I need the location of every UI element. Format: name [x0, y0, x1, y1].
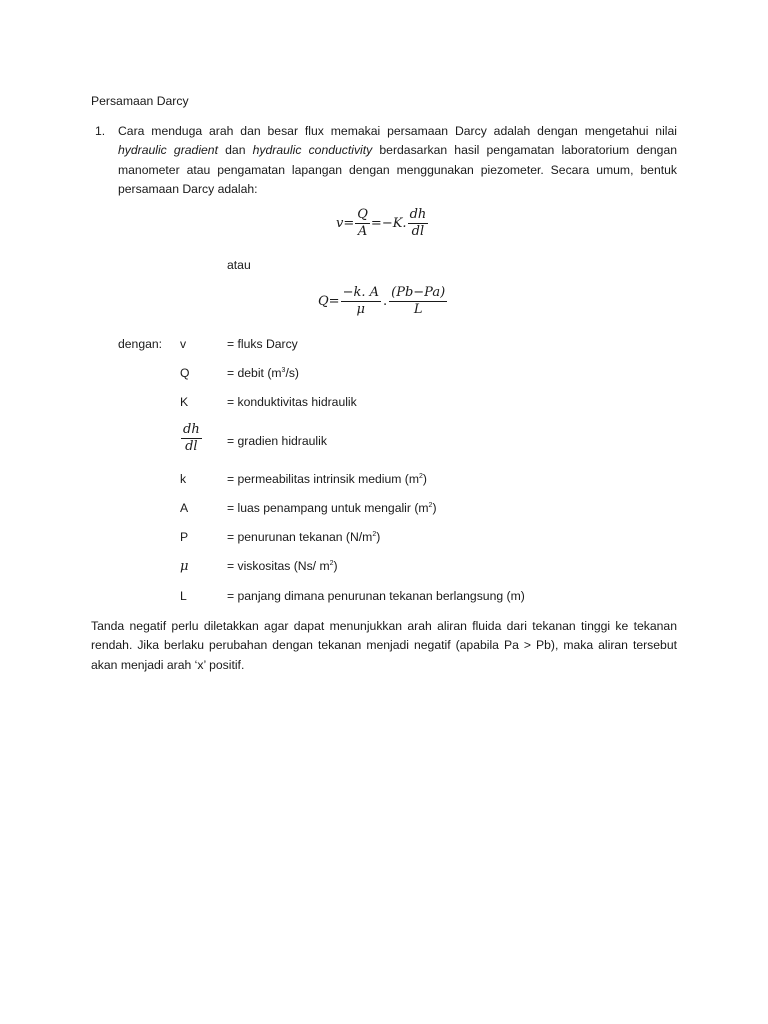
- desc-a: [227, 501, 437, 515]
- desc-q-unit-end: /s): [285, 366, 299, 380]
- term-hydraulic-gradient: hydraulic gradient: [118, 143, 218, 158]
- desc-k-small-superscript: 2: [419, 473, 423, 480]
- symbol-dhdl-numerator: dh: [183, 422, 200, 437]
- eq1-fraction-dh-dl: [408, 208, 429, 239]
- intro-text-1: Cara menduga arah dan besar flux memakai persamaan Darcy adalah dengan mengetahui nilai: [118, 124, 677, 138]
- intro-paragraph: [118, 122, 677, 199]
- intro-text-2: dan: [217, 143, 253, 158]
- eq1-frac2-numerator: dh: [409, 207, 427, 222]
- eq2-fraction-pressure-length: [389, 286, 447, 317]
- definition-row-q: [0, 366, 768, 386]
- desc-p-unit-end: ): [376, 530, 381, 544]
- atau-label: atau: [227, 258, 251, 272]
- desc-mu-unit-end: ): [333, 559, 338, 573]
- desc-mu-superscript: 2: [329, 560, 334, 567]
- symbol-p: P: [180, 530, 189, 544]
- list-item-number: 1.: [95, 124, 106, 138]
- eq2-fraction-k-a-mu: [341, 286, 381, 317]
- symbol-v: v: [180, 337, 187, 351]
- desc-a-text: = luas penampang untuk mengalir (m: [227, 501, 429, 515]
- desc-p-superscript: 2: [372, 531, 377, 538]
- eq2-frac1-numerator: −k. A: [342, 285, 379, 300]
- symbol-dhdl-fraction: [181, 423, 202, 454]
- desc-v: = fluks Darcy: [227, 337, 298, 351]
- desc-q-text: = debit (m: [227, 366, 282, 380]
- symbol-dhdl-denominator: dl: [185, 439, 198, 454]
- symbol-k-cap: K: [180, 395, 189, 409]
- desc-k-small: [227, 472, 427, 486]
- definition-row-dhdl: [0, 423, 768, 459]
- eq2-frac2-denominator: L: [413, 302, 423, 317]
- eq1-fraction-q-a: [355, 208, 370, 239]
- eq1-frac1-denominator: A: [357, 224, 368, 239]
- definition-row-v: [0, 337, 768, 357]
- definition-row-k-cap: [0, 395, 768, 415]
- desc-k-cap: = konduktivitas hidraulik: [227, 395, 357, 409]
- desc-q: [227, 366, 299, 380]
- symbol-k-small: k: [180, 472, 187, 486]
- darcy-equation-velocity: [336, 208, 429, 239]
- eq2-dot: .: [383, 294, 388, 309]
- desc-p-text: = penurunan tekanan (N/m: [227, 530, 373, 544]
- desc-p: [227, 530, 380, 544]
- symbol-mu: μ: [180, 559, 189, 574]
- closing-paragraph: Tanda negatif perlu diletakkan agar dapat menunjukkan arah aliran fluida dari tekanan tinggi ke tekanan rendah. Jika berlaku perubahan dengan tekanan menjadi negatif (apabila Pa > Pb), maka aliran tersebut akan menjadi arah ‘x’ positif.: [91, 619, 677, 672]
- eq1-lhs: v=: [336, 216, 355, 231]
- dengan-label: dengan:: [118, 337, 163, 351]
- eq2-frac2-numerator: (Pb−Pa): [391, 285, 446, 300]
- definition-row-a: [0, 501, 768, 521]
- darcy-equation-discharge: [318, 286, 448, 317]
- desc-dhdl: = gradien hidraulik: [227, 434, 327, 448]
- desc-a-unit-end: ): [432, 501, 437, 515]
- eq2-frac1-denominator: μ: [356, 302, 365, 317]
- definition-row-mu: [0, 559, 768, 579]
- desc-mu-text: = viskositas (Ns/ m: [227, 559, 330, 573]
- eq1-frac1-numerator: Q: [357, 207, 368, 222]
- desc-k-small-unit-end: ): [422, 472, 427, 486]
- symbol-q: Q: [180, 366, 190, 380]
- desc-a-superscript: 2: [428, 502, 433, 509]
- eq1-frac2-denominator: dl: [411, 224, 425, 239]
- term-hydraulic-conductivity: hydraulic conductivity: [252, 143, 373, 158]
- eq2-lhs: Q=: [318, 294, 340, 309]
- definition-row-p: [0, 530, 768, 550]
- desc-q-superscript: 3: [281, 367, 286, 374]
- desc-l: = panjang dimana penurunan tekanan berlangsung (m): [227, 589, 525, 603]
- eq1-middle: =−K.: [370, 216, 407, 231]
- desc-mu: [227, 559, 338, 573]
- symbol-l: L: [180, 589, 187, 603]
- intro-text-3: berdasarkan hasil pengamatan laboratorium dengan manometer atau pengamatan lapangan dengan menggunakan piezometer. Secara umum, bentuk persamaan Darcy adalah:: [118, 143, 678, 196]
- desc-k-small-text: = permeabilitas intrinsik medium (m: [227, 472, 420, 486]
- section-heading: Persamaan Darcy: [91, 94, 189, 108]
- definition-row-k-small: [0, 472, 768, 492]
- definition-row-l: [0, 589, 768, 609]
- symbol-a: A: [180, 501, 189, 515]
